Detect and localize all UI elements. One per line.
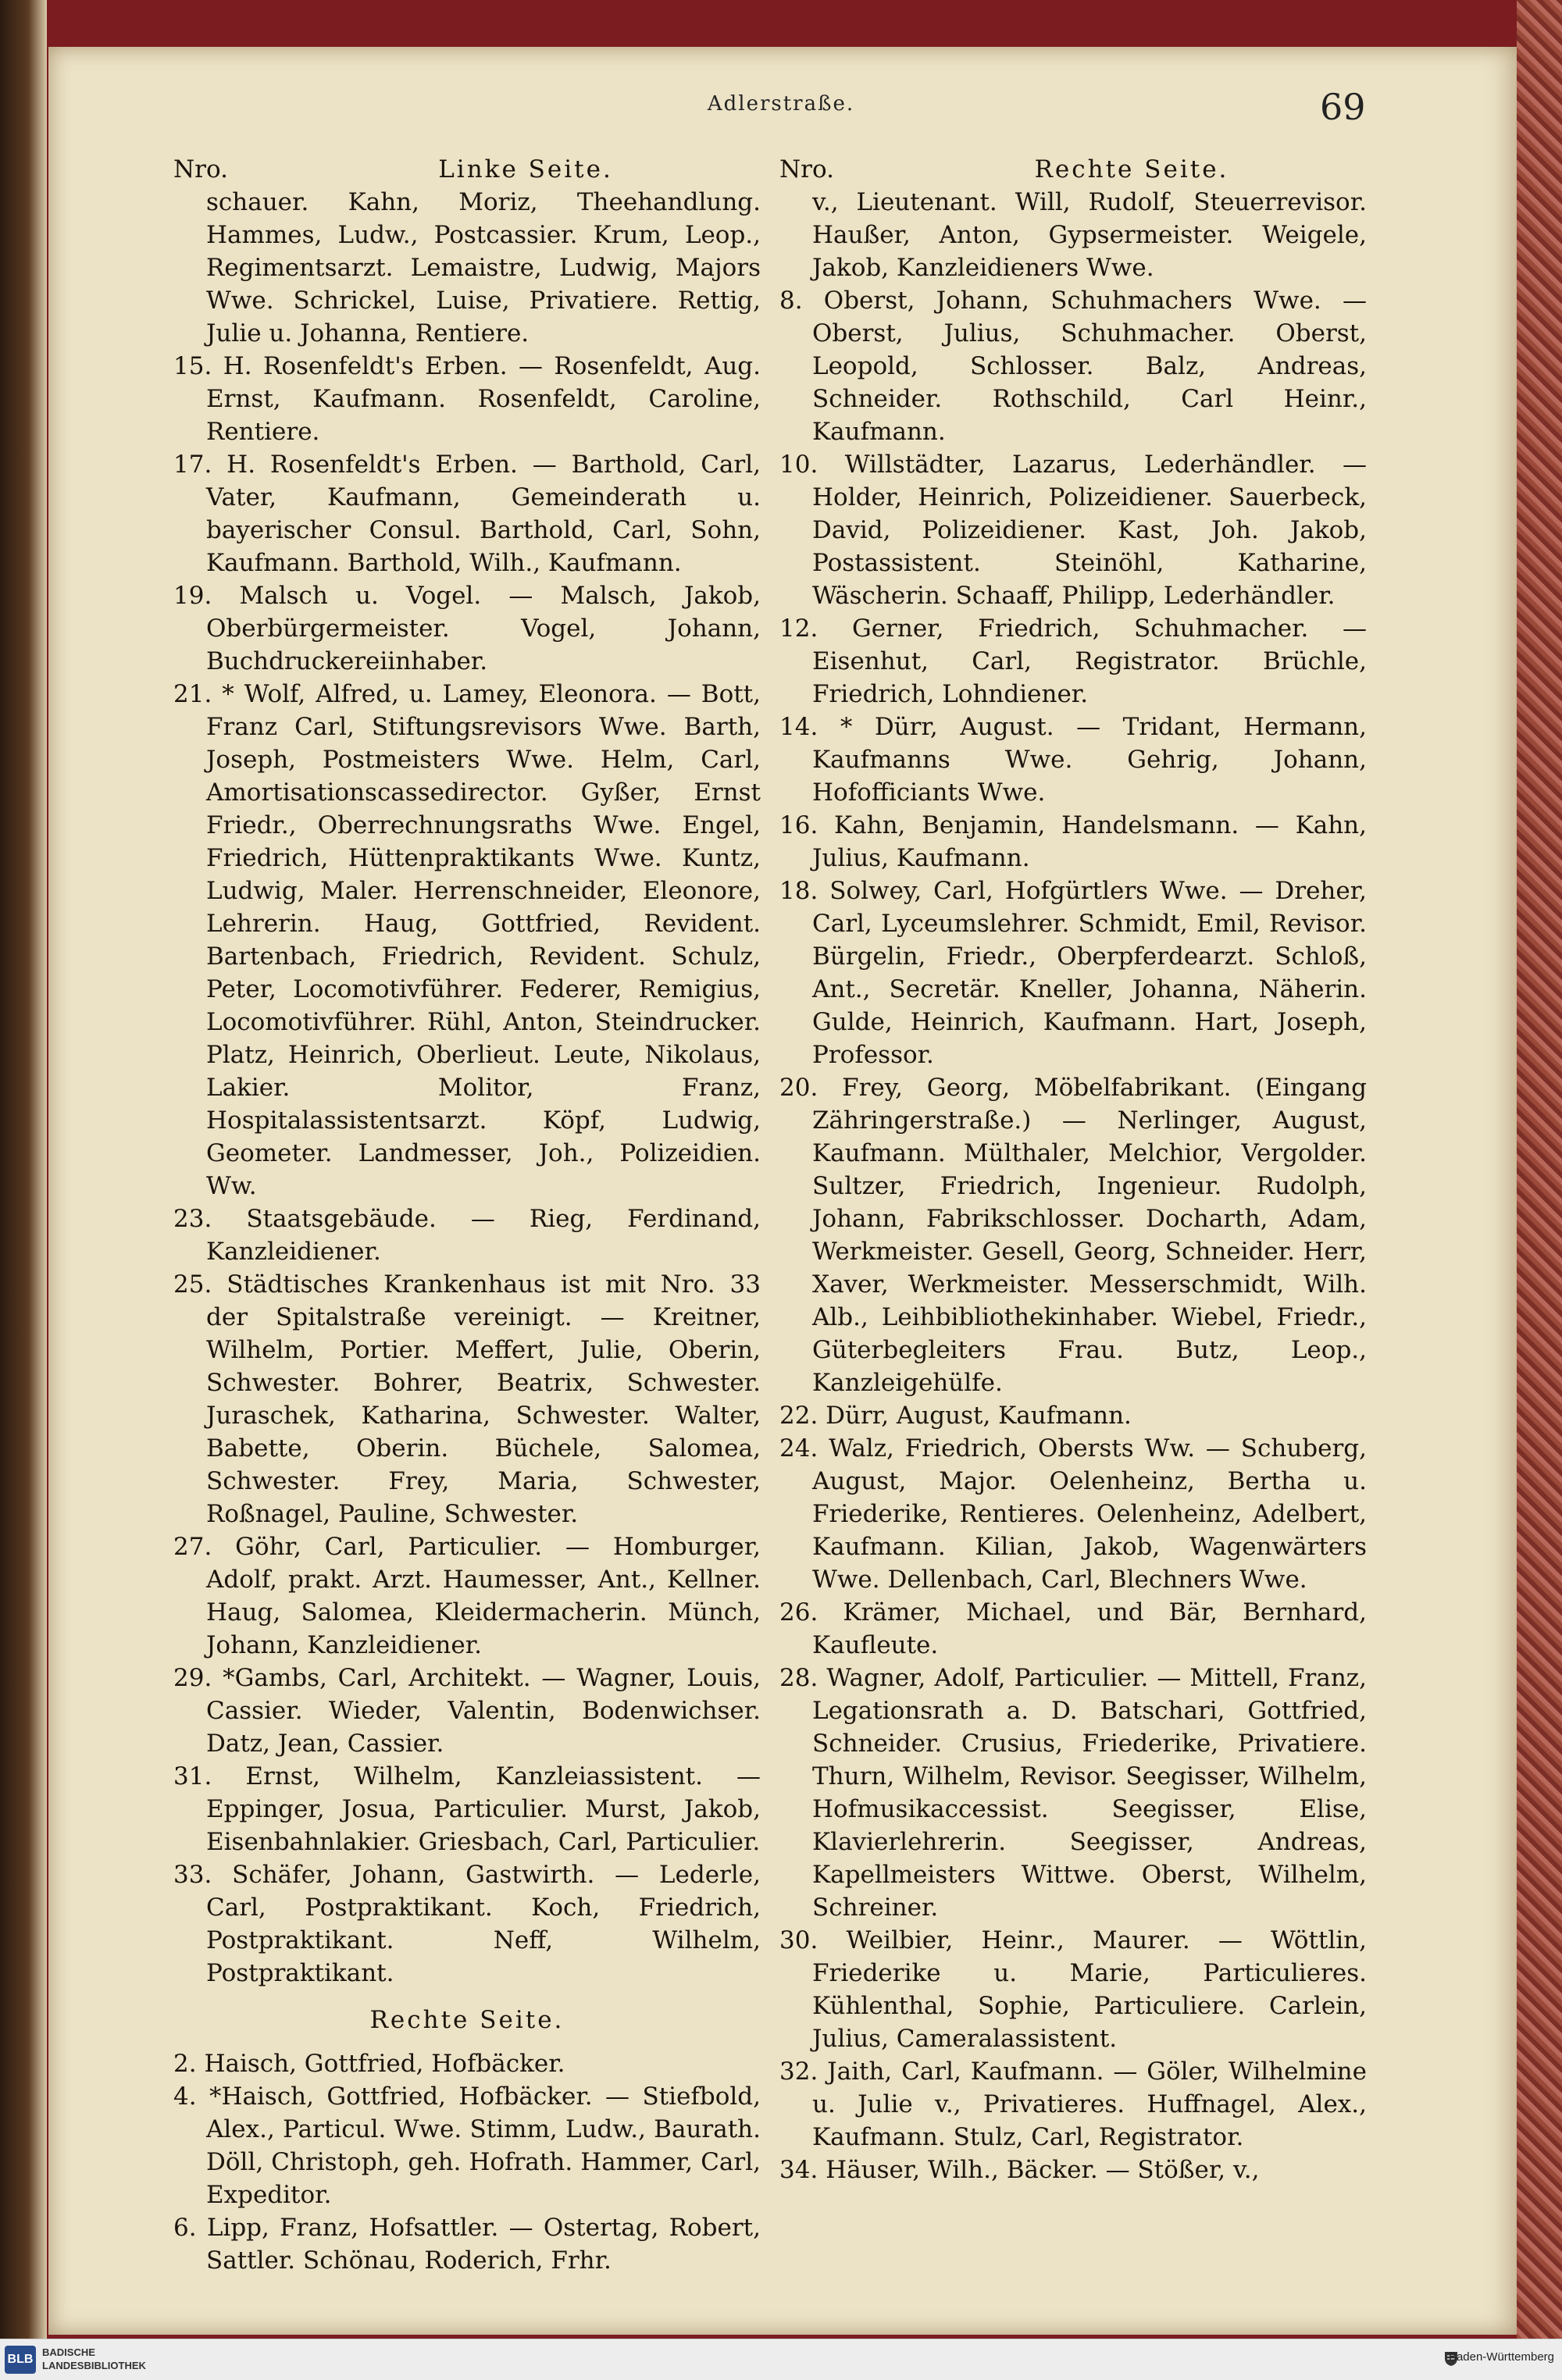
address-entry	[173, 1268, 761, 1530]
house-number: 30.	[779, 1926, 847, 1954]
entry-text: Haisch, Gottfried, Hofbäcker.	[204, 2050, 565, 2078]
house-number: 15.	[173, 352, 223, 380]
entry-text: Dürr, August, Kaufmann.	[826, 1402, 1132, 1430]
house-number: 20.	[779, 1074, 843, 1102]
address-entry	[173, 2211, 761, 2277]
sub-side-label: Rechte Seite.	[369, 2006, 565, 2034]
house-number: 17.	[173, 451, 227, 479]
side-label: Rechte Seite.	[1034, 155, 1229, 183]
nro-label: Nro.	[779, 155, 834, 183]
book-spine-left	[0, 0, 47, 2379]
house-number: 23.	[173, 1205, 247, 1233]
library-name	[42, 2346, 146, 2372]
address-entry	[173, 2080, 761, 2211]
entry-text: Staatsgebäude. — Rieg, Ferdinand, Kanzleidiener.	[206, 1205, 761, 1266]
entry-text: *Haisch, Gottfried, Hofbäcker. — Stiefbold, Alex., Particul. Wwe. Stimm, Ludw., Baurath. Döll, Christoph, geh. Hofrath. Hammer, Carl, Expeditor.	[206, 2082, 761, 2209]
address-entry	[173, 1530, 761, 1662]
left-column-header	[173, 153, 761, 186]
entry-text: Oberst, Johann, Schuhmachers Wwe. — Oberst, Julius, Schuhmacher. Oberst, Leopold, Schlosser. Balz, Andreas, Schneider. Rothschild, Carl Heinr., Kaufmann.	[812, 287, 1367, 446]
address-entry	[779, 186, 1367, 284]
address-entry	[779, 1071, 1367, 1399]
house-number: 21.	[173, 680, 223, 708]
library-logo: BLB	[5, 2346, 36, 2374]
address-entry	[779, 284, 1367, 448]
state-name: Baden-Württemberg	[1448, 2350, 1554, 2364]
entry-text: Schäfer, Johann, Gastwirth. — Lederle, Carl, Postpraktikant. Koch, Friedrich, Postpraktikant. Neff, Wilhelm, Postpraktikant.	[206, 1861, 761, 1987]
entry-text: schauer. Kahn, Moriz, Theehandlung. Hammes, Ludw., Postcassier. Krum, Leop., Regimentsarzt. Lemaistre, Ludwig, Majors Wwe. Schrickel, Luise, Privatiere. Rettig, Julie u. Johanna, Rentiere.	[206, 188, 761, 347]
entry-text: Gerner, Friedrich, Schuhmacher. — Eisenhut, Carl, Registrator. Brüchle, Friedrich, Lohndiener.	[812, 615, 1367, 708]
entry-text: v., Lieutenant. Will, Rudolf, Steuerrevisor. Haußer, Anton, Gypsermeister. Weigele, Jakob, Kanzleidieners Wwe.	[812, 188, 1367, 282]
house-number: 10.	[779, 451, 845, 479]
entry-text: Lipp, Franz, Hofsattler. — Ostertag, Robert, Sattler. Schönau, Roderich, Frhr.	[206, 2214, 761, 2275]
entry-text: Willstädter, Lazarus, Lederhändler. — Holder, Heinrich, Polizeidiener. Sauerbeck, David, Polizeidiener. Kast, Joh. Jakob, Postassistent. Steinöhl, Katharine, Wäscherin. Schaaff, Philipp, Lederhändler.	[812, 451, 1367, 610]
address-entry	[779, 711, 1367, 809]
library-name-line2: LANDESBIBLIOTHEK	[42, 2360, 146, 2371]
address-entry	[173, 350, 761, 448]
house-number: 19.	[173, 582, 240, 610]
entry-text: H. Rosenfeldt's Erben. — Rosenfeldt, Aug. Ernst, Kaufmann. Rosenfeldt, Caroline, Rentiere.	[206, 352, 761, 446]
entry-text: Ernst, Wilhelm, Kanzleiassistent. — Eppinger, Josua, Particulier. Murst, Jakob, Eisenbahnlakier. Griesbach, Carl, Particulier.	[206, 1762, 761, 1856]
house-number: 26.	[779, 1598, 843, 1626]
house-number: 22.	[779, 1402, 826, 1430]
left-sub-entries	[173, 2047, 761, 2277]
nro-label: Nro.	[173, 155, 228, 183]
house-number: 16.	[779, 811, 834, 839]
address-entry	[779, 1399, 1367, 1432]
page-number: 69	[1320, 86, 1366, 128]
address-entry	[779, 1924, 1367, 2055]
house-number: 27.	[173, 1533, 236, 1561]
address-entry	[173, 448, 761, 579]
entry-text: H. Rosenfeldt's Erben. — Barthold, Carl, Vater, Kaufmann, Gemeinderath u. bayerischer Consul. Barthold, Carl, Sohn, Kaufmann. Barthold, Wilh., Kaufmann.	[206, 451, 761, 577]
entry-text: Malsch u. Vogel. — Malsch, Jakob, Oberbürgermeister. Vogel, Johann, Buchdruckereiinhaber.	[206, 582, 761, 675]
entry-text: Kahn, Benjamin, Handelsmann. — Kahn, Julius, Kaufmann.	[812, 811, 1367, 872]
address-entry	[173, 1202, 761, 1268]
house-number: 14.	[779, 713, 840, 741]
house-number: 32.	[779, 2058, 828, 2086]
house-number: 6.	[173, 2214, 207, 2242]
entry-text: Städtisches Krankenhaus ist mit Nro. 33 der Spitalstraße vereinigt. — Kreitner, Wilhelm, Portier. Meffert, Julie, Oberin, Schwester. Bohrer, Beatrix, Schwester. Juraschek, Katharina, Schwester. Walter, Babette, Oberin. Büchele, Salomea, Schwester. Frey, Maria, Schwester, Roßnagel, Pauline, Schwester.	[206, 1270, 761, 1528]
address-entry	[173, 678, 761, 1202]
address-entry	[779, 809, 1367, 875]
address-entry	[779, 1432, 1367, 1596]
entry-text: Walz, Friedrich, Obersts Ww. — Schuberg, August, Major. Oelenheinz, Bertha u. Friederike, Rentieres. Oelenheinz, Adelbert, Kaufmann. Kilian, Jakob, Wagenwärters Wwe. Dellenbach, Carl, Blechners Wwe.	[812, 1434, 1367, 1594]
address-entry	[173, 1760, 761, 1858]
running-title: Adlerstraße.	[707, 92, 855, 116]
address-entry	[779, 2154, 1367, 2186]
entry-text: Solwey, Carl, Hofgürtlers Wwe. — Dreher, Carl, Lyceumslehrer. Schmidt, Emil, Revisor. Bürgelin, Friedr., Oberpferdearzt. Schloß, Ant., Secretär. Kneller, Johanna, Näherin. Gulde, Heinrich, Kaufmann. Hart, Joseph, Professor.	[812, 877, 1368, 1069]
entry-text: *Gambs, Carl, Architekt. — Wagner, Louis, Cassier. Wieder, Valentin, Bodenwichser. Datz, Jean, Cassier.	[206, 1664, 761, 1758]
house-number: 4.	[173, 2082, 209, 2111]
entry-text: * Dürr, August. — Tridant, Hermann, Kaufmanns Wwe. Gehrig, Johann, Hofofficiants Wwe.	[812, 713, 1367, 807]
left-column	[173, 153, 761, 2277]
house-number: 25.	[173, 1270, 227, 1299]
right-column-header	[779, 153, 1367, 186]
house-number: 29.	[173, 1664, 223, 1692]
side-label: Linke Seite.	[438, 155, 613, 183]
house-number: 34.	[779, 2156, 826, 2184]
address-entry	[779, 448, 1367, 612]
house-number: 28.	[779, 1664, 827, 1692]
address-entry	[779, 612, 1367, 711]
entry-text: Göhr, Carl, Particulier. — Homburger, Adolf, prakt. Arzt. Haumesser, Ant., Kellner. Haug, Salomea, Kleidermacherin. Münch, Johann, Kanzleidiener.	[206, 1533, 761, 1659]
entry-text: Krämer, Michael, und Bär, Bernhard, Kaufleute.	[812, 1598, 1367, 1659]
address-entry	[173, 579, 761, 678]
house-number: 8.	[779, 287, 824, 315]
entry-text: Häuser, Wilh., Bäcker. — Stößer, v.,	[826, 2156, 1260, 2184]
book-cover-right	[1517, 0, 1562, 2379]
entry-text: Jaith, Carl, Kaufmann. — Göler, Wilhelmine u. Julie v., Privatieres. Huffnagel, Alex., Kaufmann. Stulz, Carl, Registrator.	[812, 2058, 1367, 2151]
house-number: 24.	[779, 1434, 829, 1463]
entry-text: * Wolf, Alfred, u. Lamey, Eleonora. — Bott, Franz Carl, Stiftungsrevisors Wwe. Barth, Joseph, Postmeisters Wwe. Helm, Carl, Amortisationscassedirector. Gyßer, Ernst Friedr., Oberrechnungsraths Wwe. Engel, Friedrich, Hüttenpraktikants Wwe. Kuntz, Ludwig, Maler. Herrenschneider, Eleonore, Lehrerin. Haug, Gottfried, Revident. Bartenbach, Friedrich, Revident. Schulz, Peter, Locomotivführer. Federer, Remigius, Locomotivführer. Rühl, Anton, Steindrucker. Platz, Heinrich, Oberlieut. Leute, Nikolaus, Lakier. Molitor, Franz, Hospitalassistentsarzt. Köpf, Ludwig, Geometer. Landmesser, Joh., Polizeidien. Ww.	[206, 680, 761, 1200]
house-number: 18.	[779, 877, 830, 905]
entry-text: Wagner, Adolf, Particulier. — Mittell, Franz, Legationsrath a. D. Batschari, Gottfried, Schneider. Crusius, Friederike, Privatiere. Thurn, Wilhelm, Revisor. Seegisser, Wilhelm, Hofmusikaccessist. Seegisser, Elise, Klavierlehrerin. Seegisser, Andreas, Kapellmeisters Wittwe. Oberst, Wilhelm, Schreiner.	[812, 1664, 1367, 1922]
right-entries	[779, 186, 1367, 2186]
house-number: 33.	[173, 1861, 233, 1889]
address-entry	[779, 1596, 1367, 1662]
library-name-line1: BADISCHE	[42, 2346, 95, 2358]
house-number: 12.	[779, 615, 852, 643]
address-entry	[173, 2047, 761, 2080]
address-entry	[173, 1662, 761, 1760]
address-entry	[779, 875, 1367, 1071]
address-entry	[173, 1858, 761, 1990]
address-entry	[173, 186, 761, 350]
entry-text: Weilbier, Heinr., Maurer. — Wöttlin, Friederike u. Marie, Particulieres. Kühlenthal, Sophie, Particuliere. Carlein, Julius, Cameralassistent.	[812, 1926, 1367, 2053]
footer-bar	[0, 2339, 1562, 2380]
address-entry	[779, 1662, 1367, 1924]
address-entry	[779, 2055, 1367, 2154]
left-entries	[173, 186, 761, 1990]
right-column	[779, 153, 1367, 2186]
entry-text: Frey, Georg, Möbelfabrikant. (Eingang Zähringerstraße.) — Nerlinger, August, Kaufmann. Mülthaler, Melchior, Vergolder. Sultzer, Friedrich, Ingenieur. Rudolph, Johann, Fabrikschlosser. Docharth, Adam, Werkmeister. Gesell, Georg, Schneider. Herr, Xaver, Werkmeister. Messerschmidt, Wilh. Alb., Leihbibliothekinhaber. Wiebel, Friedr., Güterbegleiters Frau. Butz, Leop., Kanzleigehülfe.	[812, 1074, 1367, 1397]
house-number: 31.	[173, 1762, 246, 1790]
house-number: 2.	[173, 2050, 205, 2078]
